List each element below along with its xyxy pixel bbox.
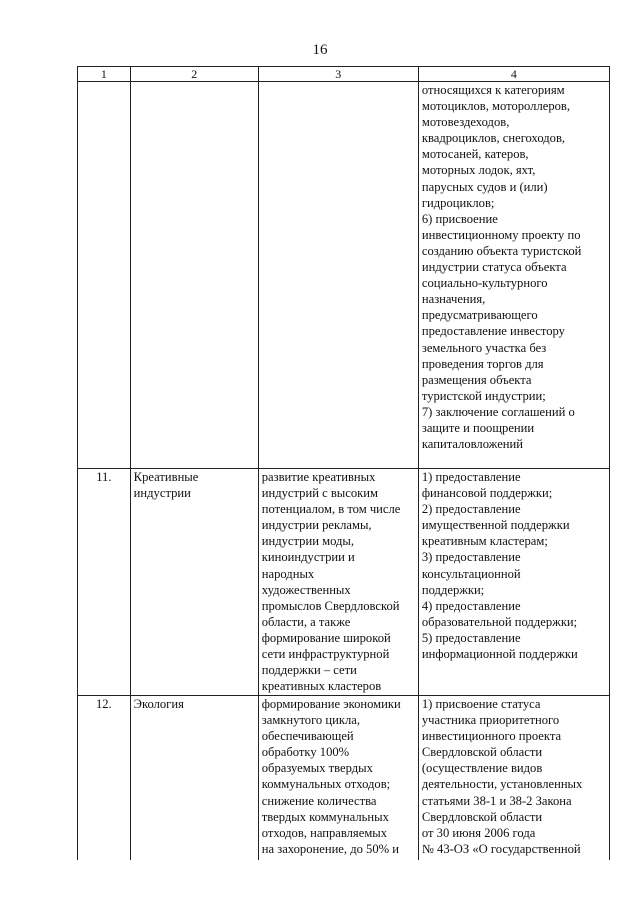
row-number-cell: 11.: [78, 469, 131, 696]
page-number: 16: [312, 42, 328, 58]
direction-name-cell: [130, 82, 258, 469]
cell-text-line: поддержки;: [421, 582, 485, 597]
cell-text-line: индустрии рекламы,: [261, 518, 372, 533]
cell-text-line: обработку 100%: [261, 745, 350, 760]
cell-text-line: 5) предоставление: [421, 630, 521, 645]
cell-text-line: замкнутого цикла,: [261, 713, 360, 728]
cell-text-line: потенциалом, в том числе: [261, 502, 401, 517]
row-number-cell: 12.: [78, 696, 131, 861]
column-header: 4: [418, 67, 609, 82]
row-number-cell: [78, 82, 131, 469]
cell-text-line: поддержки – сети: [261, 663, 357, 678]
cell-text-line: туристской индустрии;: [421, 388, 546, 403]
goal-cell: [258, 469, 418, 696]
goal-cell: [258, 696, 418, 861]
cell-text-line: созданию объекта туристской: [421, 243, 582, 258]
cell-text-line: образуемых твердых: [261, 761, 373, 776]
cell-text-line: народных: [261, 566, 315, 581]
cell-text-line: формирование широкой: [261, 630, 391, 645]
cell-text-line: (осуществление видов: [421, 761, 543, 776]
cell-text-line: мотовездеходов,: [421, 115, 510, 130]
cell-text-line: 7) заключение соглашений о: [421, 404, 575, 419]
cell-text-line: 2) предоставление: [421, 502, 521, 517]
cell-text-line: финансовой поддержки;: [421, 486, 553, 501]
cell-text-line: статьями 38-1 и 38-2 Закона: [421, 793, 572, 808]
cell-text-line: размещения объекта: [421, 372, 532, 387]
cell-text-line: предусматривающего: [421, 308, 538, 323]
cell-text-line: участника приоритетного: [421, 713, 560, 728]
cell-text-line: индустрии моды,: [261, 534, 355, 549]
cell-text-line: обеспечивающей: [261, 729, 354, 744]
cell-text-line: земельного участка без: [421, 340, 547, 355]
column-header: 2: [130, 67, 258, 82]
cell-text-line: сети инфраструктурной: [261, 647, 390, 662]
cell-text-line: твердых коммунальных: [261, 809, 389, 824]
cell-text-line: индустрий с высоким: [261, 486, 378, 501]
cell-text-line: деятельности, установленных: [421, 777, 583, 792]
cell-text-line: информационной поддержки: [421, 647, 578, 662]
cell-text-line: Свердловской области: [421, 809, 543, 824]
cell-text-line: предоставление инвестору: [421, 324, 565, 339]
cell-text-line: мотосаней, катеров,: [421, 147, 529, 162]
cell-text-line: формирование экономики: [261, 697, 401, 711]
cell-text-line: 3) предоставление: [421, 550, 521, 565]
cell-text-line: индустрии: [133, 486, 191, 501]
cell-text-line: № 43-ОЗ «О государственной: [421, 841, 581, 856]
cell-text-line: Экология: [133, 697, 184, 711]
cell-text-line: парусных судов и (или): [421, 179, 548, 194]
cell-text-line: назначения,: [421, 292, 486, 307]
cell-text-line: 6) присвоение: [421, 211, 498, 226]
table-row: [78, 469, 610, 696]
table-row: [78, 696, 610, 861]
column-header: 1: [78, 67, 131, 82]
cell-text-line: развитие креативных: [261, 470, 376, 484]
table-header-row: [78, 67, 610, 82]
cell-text-line: относящихся к категориям: [421, 83, 565, 97]
cell-text-line: креативным кластерам;: [421, 534, 548, 549]
cell-text-line: консультационной: [421, 566, 521, 581]
cell-text-line: капиталовложений: [421, 437, 524, 452]
cell-text-line: на захоронение, до 50% и: [261, 841, 400, 856]
cell-text-line: гидроциклов;: [421, 195, 495, 210]
cell-text-line: креативных кластеров: [261, 679, 382, 694]
cell-text-line: снижение количества: [261, 793, 377, 808]
cell-text-line: индустрии статуса объекта: [421, 260, 567, 275]
cell-text-line: квадроциклов, снегоходов,: [421, 131, 566, 146]
cell-text-line: моторных лодок, яхт,: [421, 163, 536, 178]
cell-text-line: Креативные: [133, 470, 199, 484]
cell-text-line: инвестиционного проекта: [421, 729, 562, 744]
cell-text-line: художественных: [261, 582, 351, 597]
cell-text-line: отходов, направляемых: [261, 825, 388, 840]
cell-text-line: социально-культурного: [421, 276, 548, 291]
cell-text-line: области, а также: [261, 614, 351, 629]
table-row: [78, 82, 610, 469]
goal-cell: [258, 82, 418, 469]
cell-text-line: имущественной поддержки: [421, 518, 570, 533]
direction-name-cell: [130, 469, 258, 696]
cell-text-line: от 30 июня 2006 года: [421, 825, 536, 840]
cell-text-line: Свердловской области: [421, 745, 543, 760]
cell-text-line: защите и поощрении: [421, 420, 535, 435]
column-header: 3: [258, 67, 418, 82]
cell-text-line: 1) присвоение статуса: [421, 697, 541, 711]
cell-text-line: 1) предоставление: [421, 470, 521, 484]
support-measures-cell: [418, 82, 609, 469]
document-table: [77, 66, 610, 860]
cell-text-line: киноиндустрии и: [261, 550, 355, 565]
support-measures-cell: [418, 469, 609, 696]
cell-text-line: мотоциклов, мотороллеров,: [421, 99, 571, 114]
cell-text-line: образовательной поддержки;: [421, 614, 578, 629]
cell-text-line: промыслов Свердловской: [261, 598, 400, 613]
cell-text-line: инвестиционному проекту по: [421, 227, 581, 242]
direction-name-cell: [130, 696, 258, 861]
support-measures-cell: [418, 696, 609, 861]
cell-text-line: коммунальных отходов;: [261, 777, 391, 792]
cell-text-line: 4) предоставление: [421, 598, 521, 613]
cell-text-line: проведения торгов для: [421, 356, 544, 371]
